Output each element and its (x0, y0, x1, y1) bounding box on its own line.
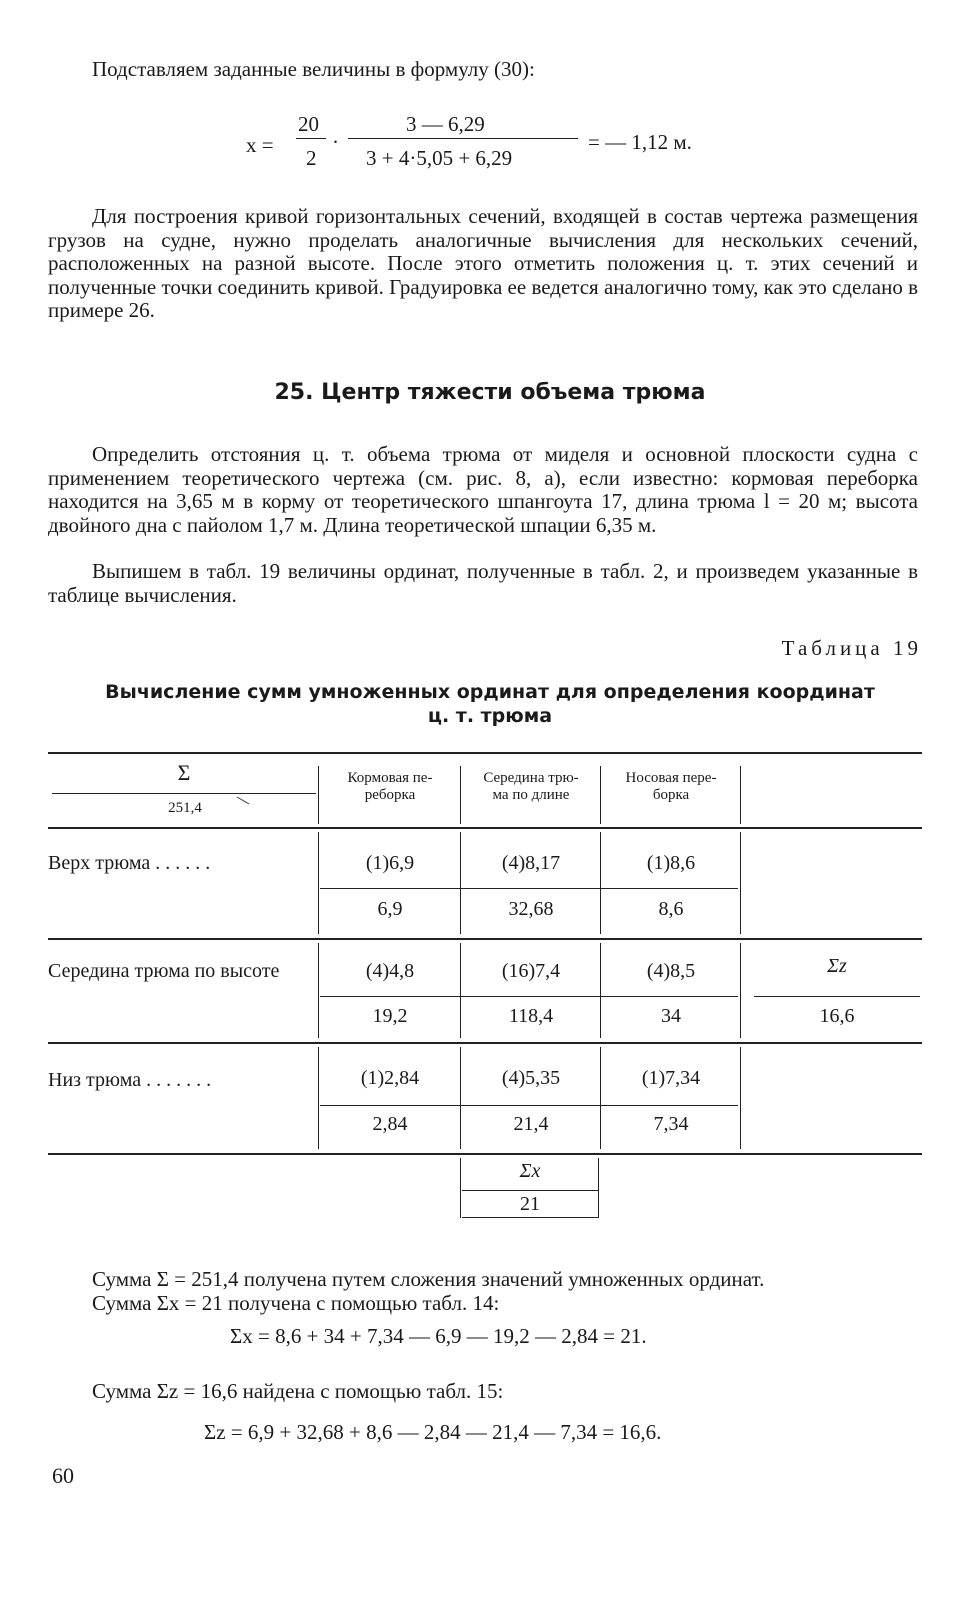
cell: (1)8,6 (646, 852, 696, 874)
paragraph-1: Для построения кривой горизонтальных сечений, входящей в состав чертежа размещения грузов на судне, нужно проделать аналогичные вычисления для нескольких сечений, расположенных на разной высоте. После этого отметить положения ц. т. этих сечений и полученные точки соединить кривой. Градуировка ее ведется аналогично тому, как это сделано в примере 26. (48, 204, 918, 322)
cell: (4)8,17 (501, 852, 561, 874)
header-stern-bulkhead-label: Кормовая пе- реборка (347, 770, 433, 803)
row1-mid-rule (320, 888, 738, 889)
paragraph-3: Выпишем в табл. 19 величины ординат, полученные в табл. 2, и произведем указанные в таблице вычисления. (48, 559, 918, 607)
vrule-row3-2 (460, 1047, 461, 1149)
cell: 118,4 (508, 1005, 554, 1027)
frac1-bar (296, 138, 326, 139)
table-bottom-rule (48, 1153, 922, 1155)
row1-bottom-rule (48, 938, 922, 940)
cell: (16)7,4 (501, 960, 561, 982)
intro-line: Подставляем заданные величины в формулу (30): (92, 57, 535, 81)
vrule-header-1 (318, 766, 319, 824)
header-hold-middle (463, 770, 599, 804)
vrule-row2-1 (318, 943, 319, 1038)
vrule-header-2 (460, 766, 461, 824)
vrule-sigma-x-right (598, 1158, 599, 1218)
vrule-row3-1 (318, 1047, 319, 1149)
cell: 32,68 (508, 898, 554, 920)
cell: 8,6 (658, 898, 684, 920)
header-bow-bulkhead (603, 770, 739, 804)
formula-lhs: x = (246, 133, 274, 157)
cell: 34 (661, 1005, 681, 1027)
vrule-header-3 (600, 766, 601, 824)
cell: (1)2,84 (360, 1067, 420, 1089)
vrule-sigma-x-left (460, 1158, 461, 1218)
header-bottom-rule (48, 827, 922, 829)
sigma-rule (52, 793, 316, 794)
row-label-middle: Середина трюма по высоте (48, 960, 280, 982)
cell: (4)5,35 (501, 1067, 561, 1089)
sigma-x-value: 21 (520, 1193, 540, 1215)
frac1-numerator: 20 (298, 112, 319, 136)
table-title (60, 680, 920, 728)
sigma-x-bottom-rule (462, 1217, 598, 1218)
table-title-line-1: Вычисление сумм умноженных ординат для определения координат (105, 681, 875, 703)
header-hold-middle-label: Середина трю- ма по длине (483, 770, 579, 803)
cell: (1)6,9 (365, 852, 415, 874)
vrule-row1-4 (740, 832, 741, 934)
row-label-bottom: Низ трюма . . . . . . . (48, 1069, 212, 1091)
vrule-row2-3 (600, 943, 601, 1038)
vrule-row1-1 (318, 832, 319, 934)
formula-result: = — 1,12 м. (588, 130, 692, 154)
sigma-symbol: Σ (177, 760, 191, 785)
table-title-line-2: ц. т. трюма (427, 705, 553, 727)
row-label-top: Верх трюма . . . . . . (48, 852, 211, 874)
cell: 19,2 (372, 1005, 408, 1027)
formula-sigma-x: Σx = 8,6 + 34 + 7,34 — 6,9 — 19,2 — 2,84 = 21. (230, 1324, 647, 1348)
vrule-row1-3 (600, 832, 601, 934)
cell: 2,84 (372, 1113, 408, 1135)
table-number: Таблица 19 (781, 636, 922, 660)
sigma-value: 251,4 (168, 800, 202, 816)
sigma-x-label: Σx (519, 1160, 541, 1182)
sum-line-1: Сумма Σ = 251,4 получена путем сложения значений умноженных ординат. (92, 1267, 765, 1291)
vrule-row1-2 (460, 832, 461, 934)
table-top-rule (48, 752, 922, 754)
frac2-numerator: 3 — 6,29 (406, 112, 485, 136)
vrule-row3-3 (600, 1047, 601, 1149)
frac2-denominator: 3 + 4·5,05 + 6,29 (366, 146, 513, 170)
sigma-z-rule (754, 996, 920, 997)
header-stern-bulkhead (322, 770, 458, 804)
section-heading: 25. Центр тяжести объема трюма (274, 380, 706, 405)
frac1-denominator: 2 (306, 146, 317, 170)
paragraph-2: Определить отстояния ц. т. объема трюма от миделя и основной плоскости судна с применением теоретического чертежа (см. рис. 8, а), если известно: кормовая переборка находится на 3,65 м в корму от теоретического шпангоута 17, длина трюма l = 20 м; высота двойного дна с пайолом 1,7 м. Длина теоретической шпации 6,35 м. (48, 442, 918, 537)
row3-mid-rule (320, 1105, 738, 1106)
cell: 21,4 (513, 1113, 549, 1135)
vrule-row3-4 (740, 1047, 741, 1149)
cell: (4)8,5 (646, 960, 696, 982)
row2-bottom-rule (48, 1042, 922, 1044)
header-bow-bulkhead-label: Носовая пере- борка (625, 770, 717, 803)
vrule-header-4 (740, 766, 741, 824)
sum-line-2: Сумма Σx = 21 получена с помощью табл. 14: (92, 1291, 500, 1315)
sigma-z-label: Σz (827, 955, 847, 977)
sigma-x-rule (462, 1190, 598, 1191)
cell: (4)4,8 (365, 960, 415, 982)
row2-mid-rule (320, 996, 738, 997)
vrule-row2-2 (460, 943, 461, 1038)
sigma-z-value: 16,6 (819, 1005, 855, 1027)
cell: 6,9 (377, 898, 403, 920)
page-number: 60 (52, 1463, 74, 1488)
vrule-row2-4 (740, 943, 741, 1038)
sum-line-3: Сумма Σz = 16,6 найдена с помощью табл. 15: (92, 1379, 504, 1403)
cell: (1)7,34 (641, 1067, 701, 1089)
frac2-bar (348, 138, 578, 139)
formula-dot: · (332, 130, 339, 154)
cell: 7,34 (653, 1113, 689, 1135)
formula-sigma-z: Σz = 6,9 + 32,68 + 8,6 — 2,84 — 21,4 — 7,34 = 16,6. (204, 1420, 662, 1444)
